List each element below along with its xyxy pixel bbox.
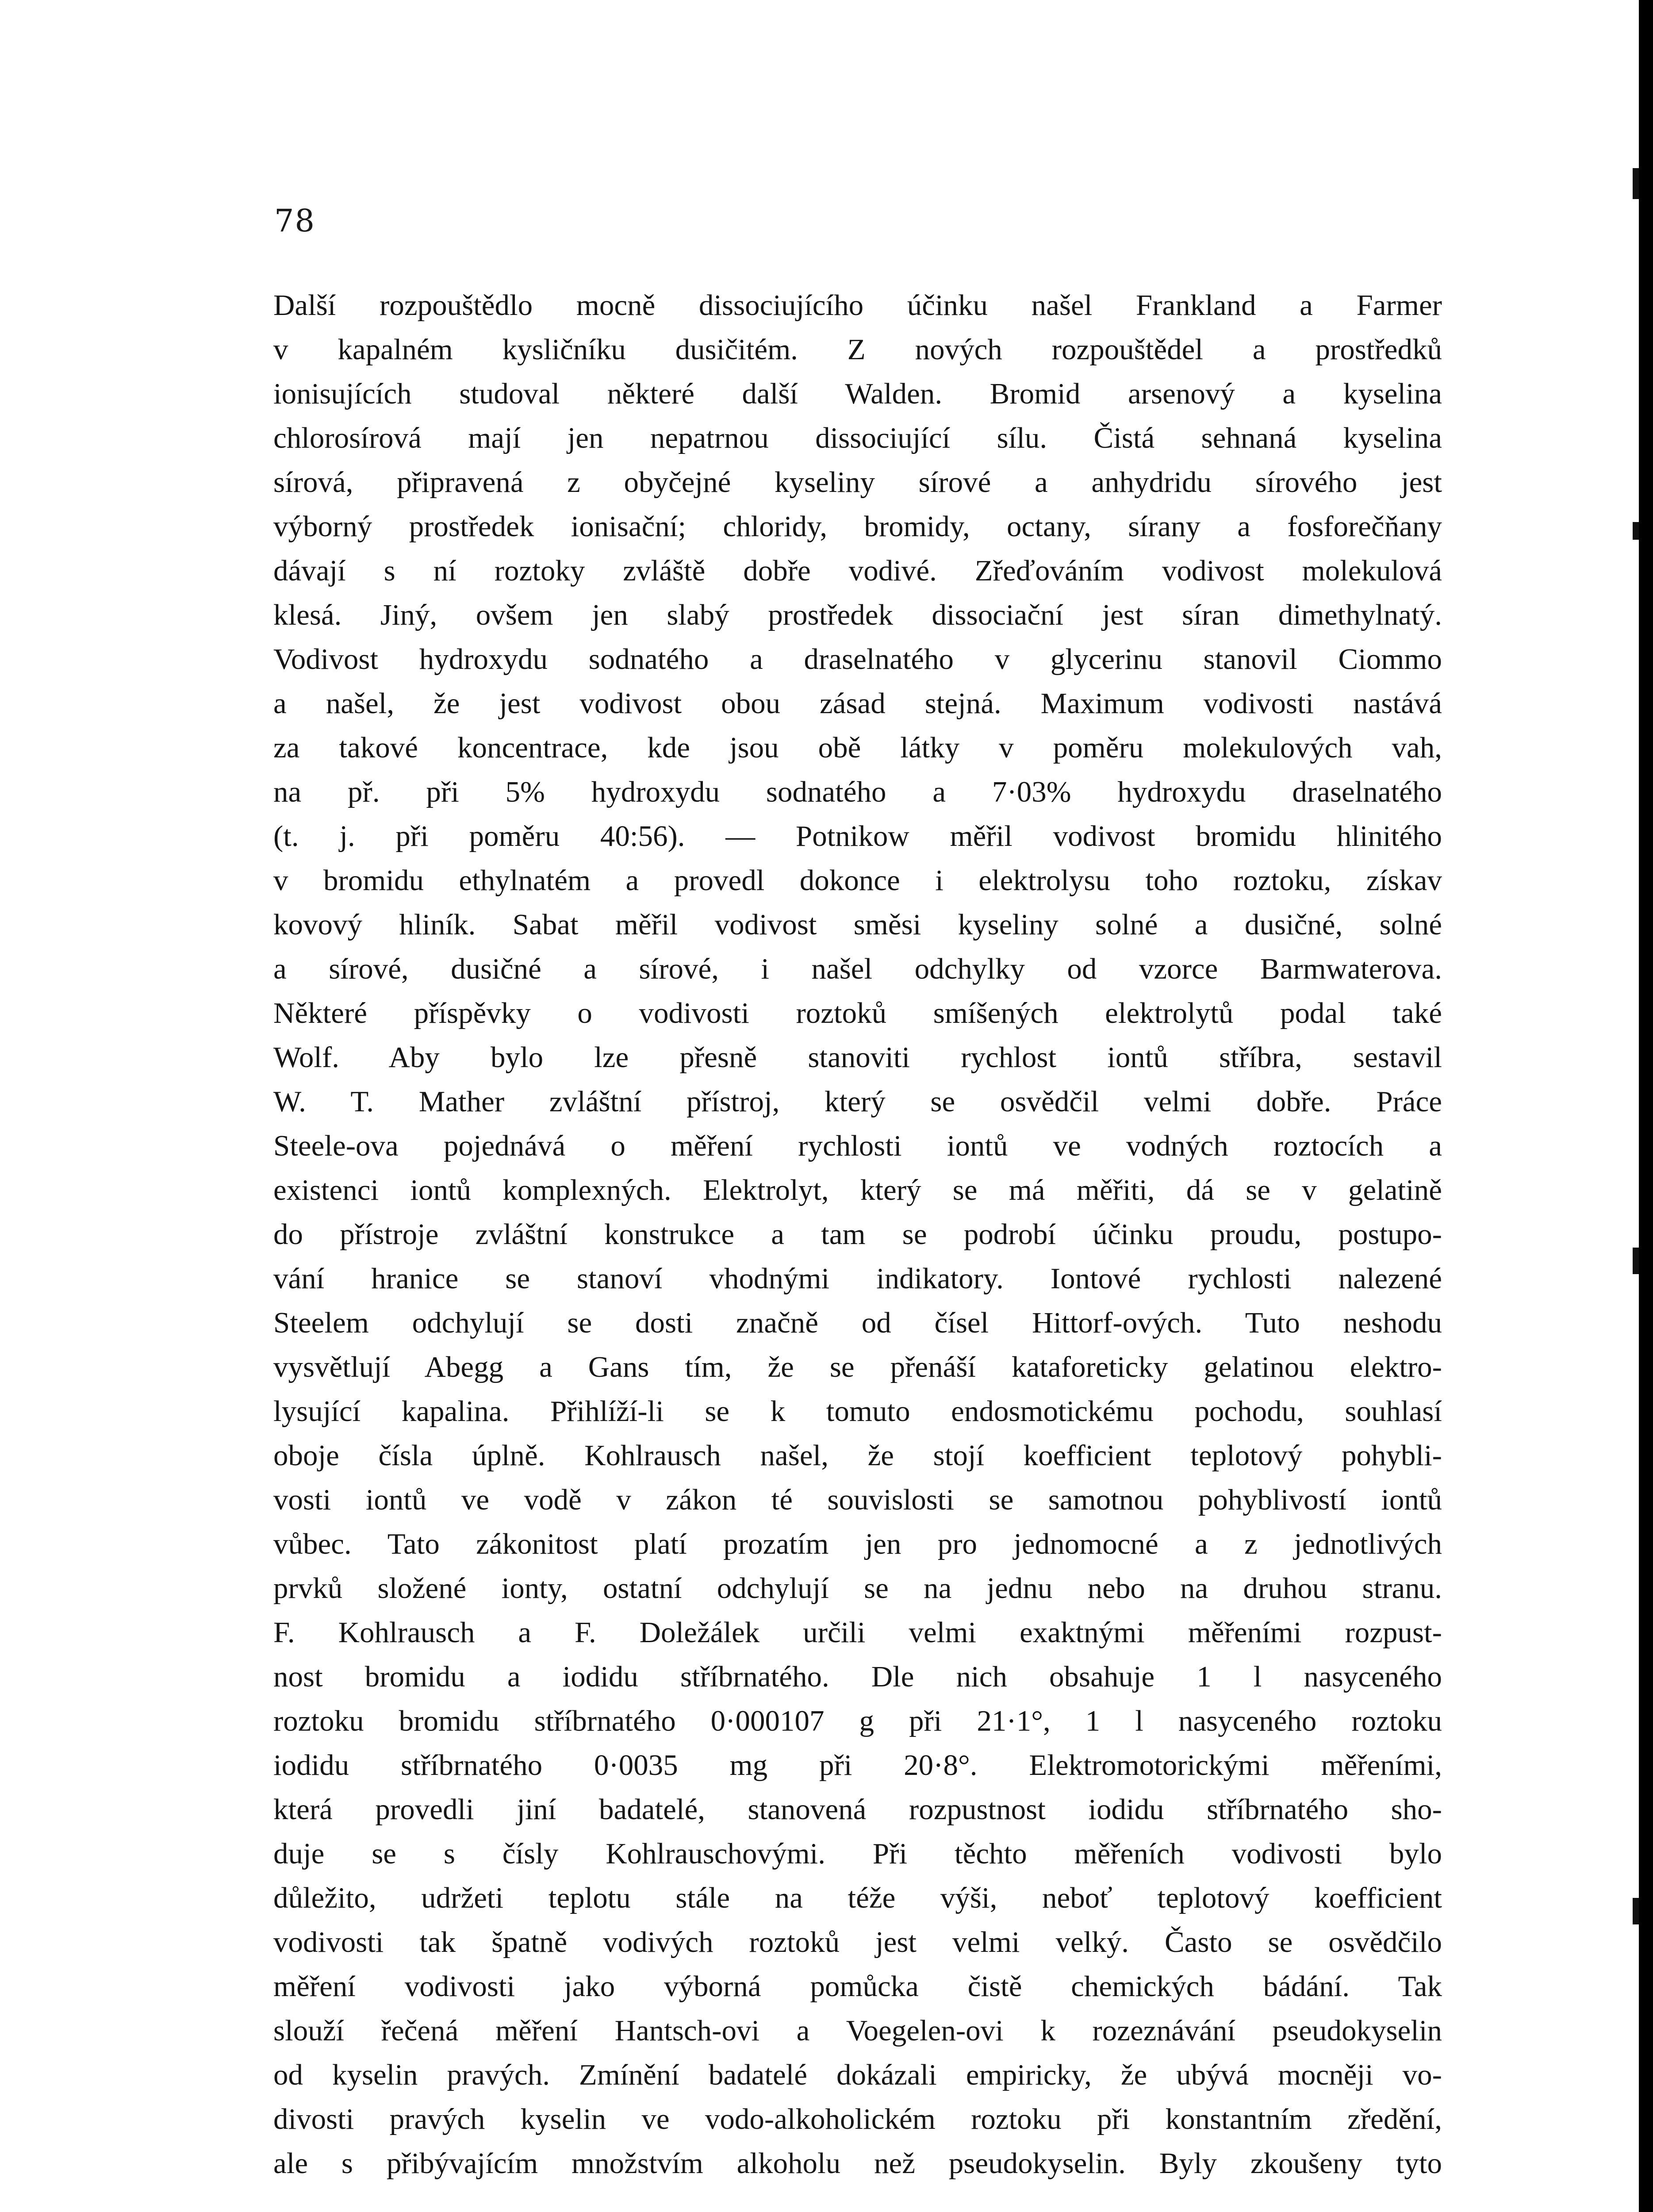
- text-line: vodivosti tak špatně vodivých roztoků jest velmi velký. Často se osvědčilo: [273, 1926, 1442, 1959]
- text-line: Wolf. Aby bylo lze přesně stanoviti rychlost iontů stříbra, sestavil: [273, 1041, 1442, 1074]
- scan-edge-mark: [1633, 1248, 1639, 1274]
- text-line: Vodivost hydroxydu sodnatého a draselnatého v glycerinu stanovil Ciommo: [273, 643, 1442, 676]
- text-line: existenci iontů komplexných. Elektrolyt, který se má měřiti, dá se v gelatině: [273, 1174, 1442, 1206]
- text-line: F. Kohlrausch a F. Doležálek určili velmi exaktnými měřeními rozpust-: [273, 1616, 1442, 1649]
- scan-edge-mark: [1633, 168, 1639, 199]
- text-line: vůbec. Tato zákonitost platí prozatím jen pro jednomocné a z jednotlivých: [273, 1528, 1442, 1560]
- text-line: do přístroje zvláštní konstrukce a tam se podrobí účinku proudu, postupo-: [273, 1218, 1442, 1251]
- text-line: Steele-ova pojednává o měření rychlosti iontů ve vodných roztocích a: [273, 1129, 1442, 1162]
- text-line: Některé příspěvky o vodivosti roztoků smíšených elektrolytů podal také: [273, 997, 1442, 1029]
- text-line: která provedli jiní badatelé, stanovená rozpustnost iodidu stříbrnatého sho-: [273, 1793, 1442, 1826]
- text-line: za takové koncentrace, kde jsou obě látky v poměru molekulových vah,: [273, 731, 1442, 764]
- text-line: slouží řečená měření Hantsch-ovi a Voegelen-ovi k rozeznávání pseudokyselin: [273, 2014, 1442, 2047]
- text-line: chlorosírová mají jen nepatrnou dissociující sílu. Čistá sehnaná kyselina: [273, 422, 1442, 454]
- text-line: prvků složené ionty, ostatní odchylují se na jednu nebo na druhou stranu.: [273, 1572, 1442, 1605]
- text-line: Steelem odchylují se dosti značně od čísel Hittorf-ových. Tuto neshodu: [273, 1306, 1442, 1339]
- text-line: duje se s čísly Kohlrauschovými. Při těchto měřeních vodivosti bylo: [273, 1837, 1442, 1870]
- text-line: a sírové, dusičné a sírové, i našel odchylky od vzorce Barmwaterova.: [273, 952, 1442, 985]
- text-line: ale s přibývajícím množstvím alkoholu než pseudokyselin. Byly zkoušeny tyto: [273, 2147, 1442, 2180]
- text-line: v bromidu ethylnatém a provedl dokonce i elektrolysu toho roztoku, získav: [273, 864, 1442, 897]
- scan-edge-mark: [1633, 1898, 1639, 1924]
- text-line: oboje čísla úplně. Kohlrausch našel, že stojí koefficient teplotový pohybli-: [273, 1439, 1442, 1472]
- text-line: Další rozpouštědlo mocně dissociujícího účinku našel Frankland a Farmer: [273, 289, 1442, 322]
- text-line: důležito, udržeti teplotu stále na téže výši, neboť teplotový koefficient: [273, 1882, 1442, 1914]
- text-line: divosti pravých kyselin ve vodo-alkoholickém roztoku při konstantním zředění,: [273, 2103, 1442, 2135]
- text-line: na př. při 5% hydroxydu sodnatého a 7·03% hydroxydu draselnatého: [273, 776, 1442, 808]
- text-line: sírová, připravená z obyčejné kyseliny sírové a anhydridu sírového jest: [273, 466, 1442, 499]
- text-line: lysující kapalina. Přihlíží-li se k tomuto endosmotickému pochodu, souhlasí: [273, 1395, 1442, 1428]
- text-line: vosti iontů ve vodě v zákon té souvislosti se samotnou pohyblivostí iontů: [273, 1483, 1442, 1516]
- text-line: dávají s ní roztoky zvláště dobře vodivé. Zřeďováním vodivost molekulová: [273, 554, 1442, 587]
- text-line: a našel, že jest vodivost obou zásad stejná. Maximum vodivosti nastává: [273, 687, 1442, 720]
- text-line: nost bromidu a iodidu stříbrnatého. Dle nich obsahuje 1 l nasyceného: [273, 1660, 1442, 1693]
- body-text: [273, 283, 1442, 2185]
- text-line: v kapalném kysličníku dusičitém. Z nových rozpouštědel a prostředků: [273, 333, 1442, 366]
- text-line: od kyselin pravých. Zmínění badatelé dokázali empiricky, že ubývá mocněji vo-: [273, 2058, 1442, 2091]
- scan-edge-mark: [1633, 522, 1639, 540]
- text-line: ionisujících studoval některé další Walden. Bromid arsenový a kyselina: [273, 377, 1442, 410]
- text-line: kovový hliník. Sabat měřil vodivost směsi kyseliny solné a dusičné, solné: [273, 908, 1442, 941]
- text-line: klesá. Jiný, ovšem jen slabý prostředek dissociační jest síran dimethylnatý.: [273, 599, 1442, 631]
- text-line: vysvětlují Abegg a Gans tím, že se přenáší kataforeticky gelatinou elektro-: [273, 1351, 1442, 1383]
- text-line: měření vodivosti jako výborná pomůcka čistě chemických bádání. Tak: [273, 1970, 1442, 2003]
- text-line: vání hranice se stanoví vhodnými indikatory. Iontové rychlosti nalezené: [273, 1262, 1442, 1295]
- text-line: roztoku bromidu stříbrnatého 0·000107 g při 21·1°, 1 l nasyceného roztoku: [273, 1705, 1442, 1737]
- page-number: 78: [274, 203, 316, 239]
- text-line: iodidu stříbrnatého 0·0035 mg při 20·8°. Elektromotorickými měřeními,: [273, 1749, 1442, 1782]
- text-line: výborný prostředek ionisační; chloridy, bromidy, octany, sírany a fosforečňany: [273, 510, 1442, 543]
- text-line: (t. j. při poměru 40:56). — Potnikow měřil vodivost bromidu hlinitého: [273, 820, 1442, 853]
- text-line: W. T. Mather zvláštní přístroj, který se osvědčil velmi dobře. Práce: [273, 1085, 1442, 1118]
